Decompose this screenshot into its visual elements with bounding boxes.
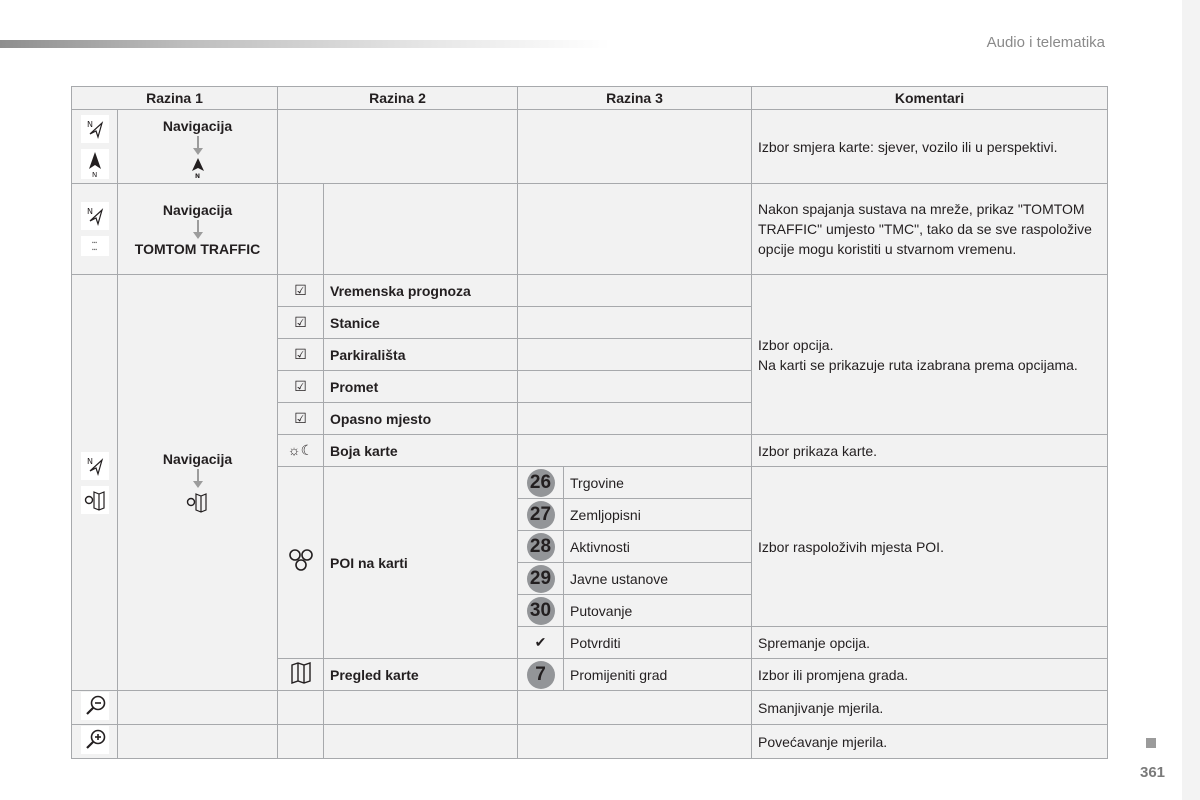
row2-level3 xyxy=(518,184,752,275)
change-city-label[interactable]: Promijeniti grad xyxy=(564,659,752,691)
empty-cell xyxy=(518,725,752,759)
north-arrow-icon xyxy=(81,149,109,179)
zoom-out-icon[interactable] xyxy=(72,691,118,725)
empty-cell xyxy=(118,691,278,725)
tomtom-traffic-icon: ▪▪▪ ▪▪▪ xyxy=(81,236,109,256)
row2-level2-icon xyxy=(278,184,324,275)
empty-cell xyxy=(324,691,518,725)
header-row xyxy=(72,87,1108,110)
map-view-label: Pregled karte xyxy=(324,659,518,691)
tomtom-traffic-label: TOMTOM TRAFFIC xyxy=(134,240,261,257)
row3-icons xyxy=(72,275,118,691)
zoom-out-comment: Smanjivanje mjerila. xyxy=(752,691,1108,725)
change-city-comment: Izbor ili promjena grada. xyxy=(752,659,1108,691)
poi-item-label[interactable]: Trgovine xyxy=(564,467,752,499)
down-arrow-icon xyxy=(193,469,203,488)
poi-number-badge: 27 xyxy=(518,499,564,531)
map-color-comment: Izbor prikaza karte. xyxy=(752,435,1108,467)
empty-cell xyxy=(118,725,278,759)
poi-number-badge: 26 xyxy=(518,467,564,499)
header-level2: Razina 2 xyxy=(278,87,518,110)
row2-comment: Nakon spajanja sustava na mreže, prikaz "TOMTOM TRAFFIC" umjesto "TMC", tako da se sve raspoložive opcije mogu koristiti u stvarnom vremenu. xyxy=(752,184,1108,275)
section-title: Audio i telematika xyxy=(986,34,1105,51)
svg-text:N: N xyxy=(86,207,93,216)
empty-cell xyxy=(518,275,752,307)
down-arrow-icon xyxy=(193,220,203,239)
row1-level1 xyxy=(118,110,278,184)
header-level3: Razina 3 xyxy=(518,87,752,110)
map-settings-icon xyxy=(185,490,211,514)
empty-cell xyxy=(518,403,752,435)
row2-icons xyxy=(72,184,118,275)
checkbox-icon[interactable]: ☑ xyxy=(278,307,324,339)
row1-icons xyxy=(72,110,118,184)
row3-navigation-label: Navigacija xyxy=(162,451,233,467)
row1-level2 xyxy=(278,110,518,184)
checkmark-icon[interactable]: ✔ xyxy=(518,627,564,659)
table-row xyxy=(72,184,1108,275)
checkbox-icon[interactable]: ☑ xyxy=(278,403,324,435)
zoom-in-icon[interactable] xyxy=(72,725,118,759)
confirm-label[interactable]: Potvrditi xyxy=(564,627,752,659)
poi-item-label[interactable]: Aktivnosti xyxy=(564,531,752,563)
page-edge-strip xyxy=(1182,0,1200,800)
poi-number-badge: 29 xyxy=(518,563,564,595)
row2-level2 xyxy=(324,184,518,275)
option-label: Promet xyxy=(324,371,518,403)
header-comments: Komentari xyxy=(752,87,1108,110)
checkbox-icon[interactable]: ☑ xyxy=(278,371,324,403)
row2-level1 xyxy=(118,184,278,275)
option-label: Stanice xyxy=(324,307,518,339)
row2-navigation-label: Navigacija xyxy=(162,201,233,218)
empty-cell xyxy=(518,691,752,725)
row3-level1 xyxy=(118,275,278,691)
table-row xyxy=(72,691,1108,725)
table-row xyxy=(72,275,1108,307)
empty-cell xyxy=(518,371,752,403)
map-orientation-icon xyxy=(81,202,109,230)
row1-navigation-label: Navigacija xyxy=(162,118,233,134)
north-arrow-icon xyxy=(189,157,207,179)
table-row xyxy=(72,110,1108,184)
confirm-comment: Spremanje opcija. xyxy=(752,627,1108,659)
table-row xyxy=(72,725,1108,759)
poi-item-label[interactable]: Zemljopisni xyxy=(564,499,752,531)
poi-item-label[interactable]: Javne ustanove xyxy=(564,563,752,595)
map-color-label: Boja karte xyxy=(324,435,518,467)
change-city-number-badge: 7 xyxy=(518,659,564,691)
empty-cell xyxy=(324,725,518,759)
options-comment: Izbor opcija. Na karti se prikazuje ruta izabrana prema opcijama. xyxy=(752,275,1108,435)
poi-comment: Izbor raspoloživih mjesta POI. xyxy=(752,467,1108,627)
empty-cell xyxy=(518,435,752,467)
empty-cell xyxy=(278,725,324,759)
checkbox-icon[interactable]: ☑ xyxy=(278,275,324,307)
svg-text:N: N xyxy=(194,173,200,179)
empty-cell xyxy=(518,307,752,339)
svg-text:N: N xyxy=(86,119,93,129)
map-view-icon xyxy=(278,659,324,691)
down-arrow-icon xyxy=(193,136,203,155)
poi-icon xyxy=(278,467,324,659)
day-night-icon: ☼☾ xyxy=(278,435,324,467)
page-number: 361 xyxy=(1140,764,1166,781)
empty-cell xyxy=(518,339,752,371)
header-level1: Razina 1 xyxy=(72,87,278,110)
poi-item-label[interactable]: Putovanje xyxy=(564,595,752,627)
menu-table xyxy=(71,86,1108,759)
svg-text:N: N xyxy=(86,456,93,466)
page-marker xyxy=(1146,738,1156,748)
option-label: Parkirališta xyxy=(324,339,518,371)
map-settings-icon xyxy=(81,486,109,514)
header-gradient-bar xyxy=(0,40,610,48)
row1-level3 xyxy=(518,110,752,184)
option-label: Opasno mjesto xyxy=(324,403,518,435)
option-label: Vremenska prognoza xyxy=(324,275,518,307)
map-orientation-icon xyxy=(81,452,109,480)
checkbox-icon[interactable]: ☑ xyxy=(278,339,324,371)
zoom-in-comment: Povećavanje mjerila. xyxy=(752,725,1108,759)
poi-label: POI na karti xyxy=(324,467,518,659)
poi-number-badge: 30 xyxy=(518,595,564,627)
empty-cell xyxy=(278,691,324,725)
row1-comment: Izbor smjera karte: sjever, vozilo ili u perspektivi. xyxy=(752,110,1108,184)
svg-text:N: N xyxy=(91,170,97,179)
poi-number-badge: 28 xyxy=(518,531,564,563)
map-orientation-icon xyxy=(81,115,109,143)
